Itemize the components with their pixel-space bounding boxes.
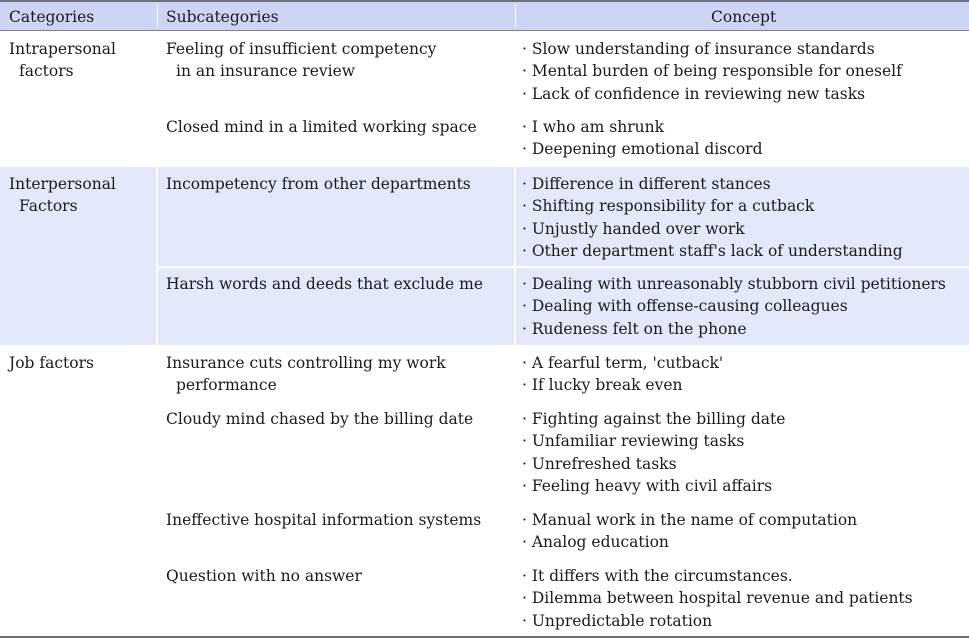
concept-item: · Mental burden of being responsible for oneself [522, 62, 902, 81]
header-divider [515, 4, 516, 28]
subcategory-label: Ineffective hospital information systems [166, 511, 482, 529]
column-divider [156, 167, 158, 345]
subcategory-label: Cloudy mind chased by the billing date [166, 410, 474, 428]
concept-item: · Unrefreshed tasks [522, 454, 677, 473]
category-job-factors: Job factors [9, 354, 94, 372]
header-subcategories: Subcategories [166, 8, 279, 26]
concept-list [522, 38, 902, 105]
concept-item: · Shifting responsibility for a cutback [522, 197, 815, 216]
concept-item: · Fighting against the billing date [522, 410, 786, 428]
concept-list [522, 565, 913, 632]
concept-item: · Unfamiliar reviewing tasks [522, 432, 745, 451]
subcategory-label: Closed mind in a limited working space [166, 118, 477, 136]
concept-item: · Rudeness felt on the phone [522, 319, 747, 338]
concept-list [522, 408, 785, 497]
concept-item: · Dealing with unreasonably stubborn civil petitioners [522, 275, 946, 293]
concept-item: · I who am shrunk [522, 118, 664, 136]
table-bottom-rule [0, 636, 969, 638]
table-header [0, 0, 969, 31]
concept-list [522, 509, 857, 554]
concept-item: · Analog education [522, 533, 669, 552]
concept-item: · If lucky break even [522, 376, 683, 395]
category-interpersonal: Interpersonal Factors [9, 175, 116, 216]
header-concept: Concept [711, 8, 777, 26]
concept-item: · Unjustly handed over work [522, 219, 745, 238]
concept-list [522, 273, 946, 340]
concept-list [522, 173, 903, 262]
header-categories: Categories [9, 8, 95, 26]
subcategory-label: Feeling of insufficient competency in an insurance review [166, 40, 437, 81]
concept-item: · Manual work in the name of computation [522, 511, 858, 529]
concept-item: · Lack of confidence in reviewing new tasks [522, 84, 866, 103]
concept-item: · Other department staff's lack of understanding [522, 241, 903, 260]
row-divider [158, 266, 969, 268]
column-divider [514, 167, 516, 345]
concept-item: · It differs with the circumstances. [522, 567, 793, 585]
concept-item: · Dilemma between hospital revenue and patients [522, 589, 913, 608]
concept-item: · Dealing with offense-causing colleagues [522, 297, 848, 316]
concept-item: · Slow understanding of insurance standards [522, 40, 875, 58]
concept-list [522, 116, 763, 161]
category-intrapersonal: Intrapersonal factors [9, 40, 116, 81]
concept-item: · Feeling heavy with civil affairs [522, 476, 773, 495]
concept-item: · Difference in different stances [522, 175, 771, 193]
concept-list [522, 352, 723, 397]
subcategory-label: Insurance cuts controlling my work performance [166, 354, 446, 395]
subcategory-label: Harsh words and deeds that exclude me [166, 275, 484, 293]
concept-item: · A fearful term, 'cutback' [522, 354, 724, 372]
subcategory-label: Question with no answer [166, 567, 362, 585]
header-divider [157, 4, 158, 28]
concept-item: · Unpredictable rotation [522, 611, 713, 630]
subcategory-label: Incompetency from other departments [166, 175, 471, 193]
concept-item: · Deepening emotional discord [522, 140, 763, 159]
